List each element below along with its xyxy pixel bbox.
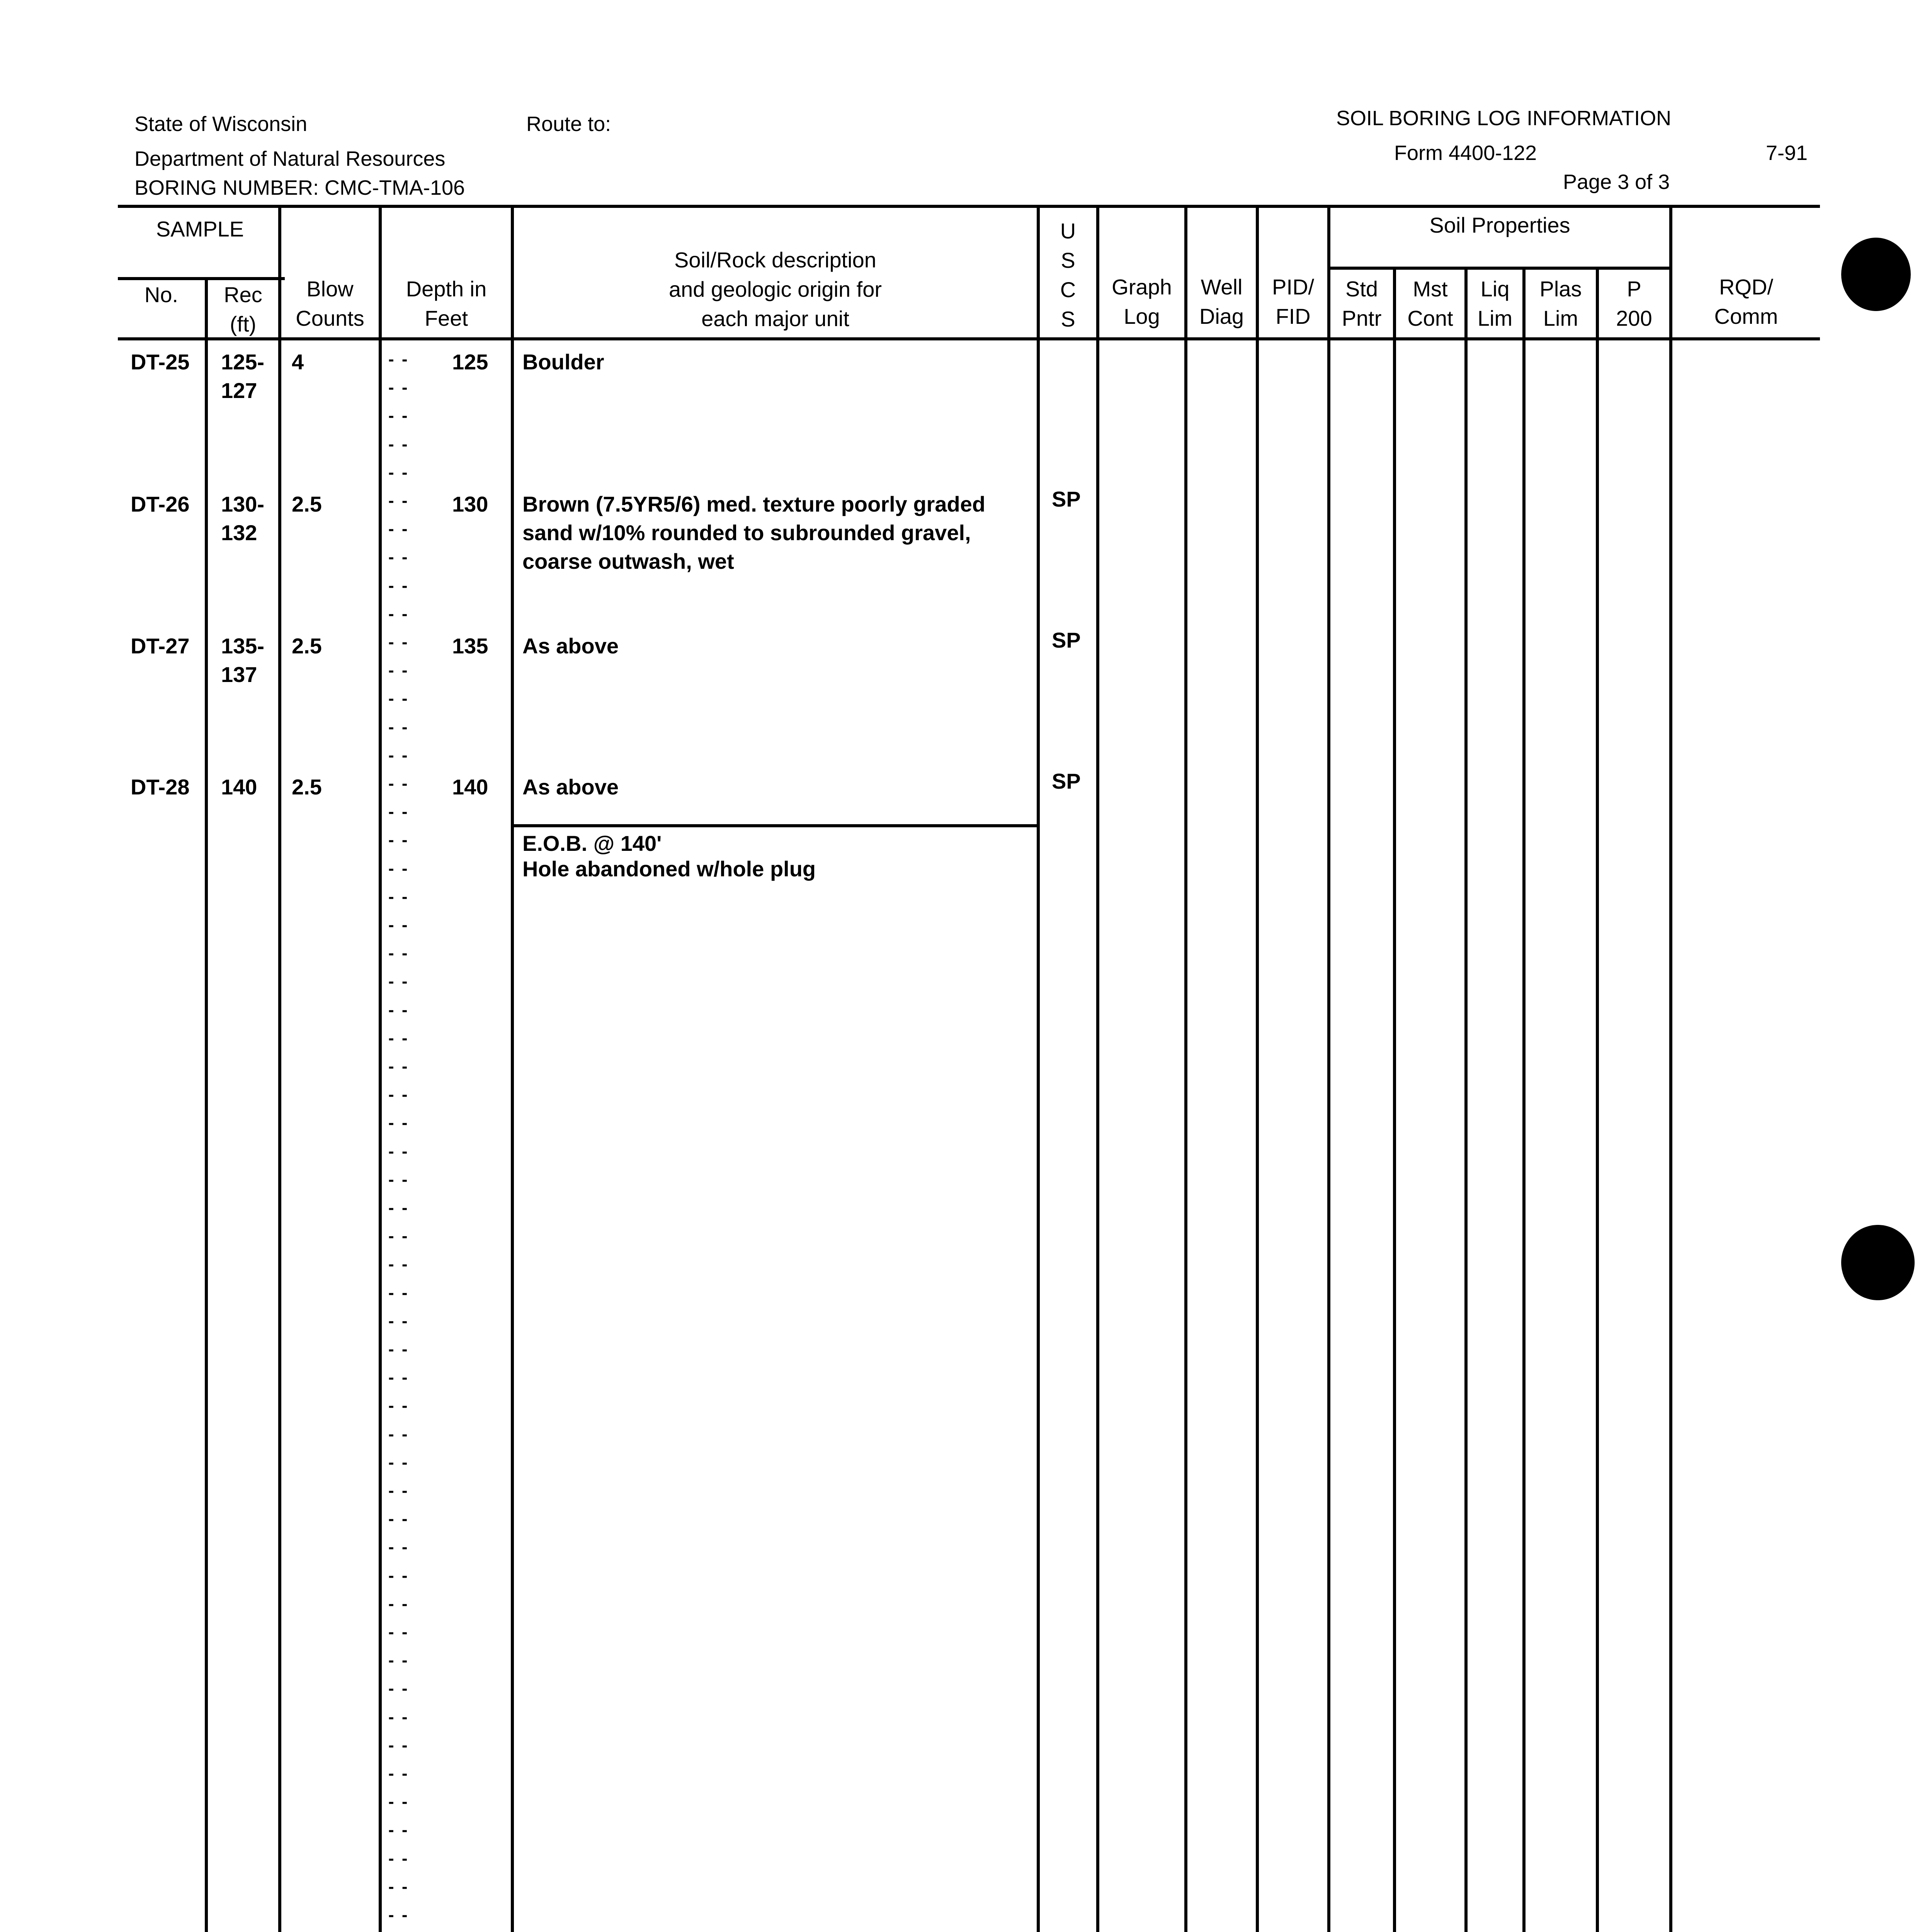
depth-tick: - - bbox=[388, 1905, 409, 1924]
depth-tick: - - bbox=[388, 1113, 409, 1132]
depth-tick: - - bbox=[388, 718, 409, 736]
depth-value: 130 bbox=[452, 492, 488, 516]
liq-lim-heading: Liq Lim bbox=[1477, 277, 1513, 330]
depth-tick: - - bbox=[388, 1198, 409, 1217]
sample-rec: 140 bbox=[221, 775, 257, 799]
sample-no: DT-25 bbox=[131, 350, 190, 374]
depth-tick: - - bbox=[388, 548, 409, 566]
depth-tick: - - bbox=[388, 1509, 409, 1528]
depth-tick: - - bbox=[388, 576, 409, 595]
depth-tick: - - bbox=[388, 774, 409, 793]
depth-tick: - - bbox=[388, 1622, 409, 1641]
depth-tick: - - bbox=[388, 1537, 409, 1556]
depth-tick: - - bbox=[388, 378, 409, 397]
depth-tick: - - bbox=[388, 661, 409, 680]
depth-tick: - - bbox=[388, 689, 409, 708]
depth-tick: - - bbox=[388, 1255, 409, 1274]
blow-count: 2.5 bbox=[292, 634, 322, 658]
depth-tick: - - bbox=[388, 1368, 409, 1387]
depth-tick: - - bbox=[388, 1566, 409, 1585]
depth-tick: - - bbox=[388, 406, 409, 425]
depth-tick: - - bbox=[388, 915, 409, 934]
depth-tick: - - bbox=[388, 519, 409, 538]
depth-tick: - - bbox=[388, 1820, 409, 1839]
depth-tick: - - bbox=[388, 859, 409, 878]
plas-lim-heading: Plas Lim bbox=[1539, 277, 1582, 330]
depth-tick: - - bbox=[388, 1594, 409, 1613]
depth-tick: - - bbox=[388, 1877, 409, 1896]
depth-tick: - - bbox=[388, 1085, 409, 1104]
sample-no: DT-26 bbox=[131, 492, 190, 516]
depth-tick: - - bbox=[388, 830, 409, 849]
sample-rec: 135- 137 bbox=[221, 634, 265, 687]
depth-tick: - - bbox=[388, 1340, 409, 1359]
blow-count: 4 bbox=[292, 350, 304, 374]
depth-tick: - - bbox=[388, 1170, 409, 1189]
department-label: Department of Natural Resources bbox=[134, 147, 446, 170]
depth-value: 135 bbox=[452, 634, 488, 658]
rqd-comm-heading: RQD/ Comm bbox=[1714, 275, 1778, 328]
depth-tick: - - bbox=[388, 350, 409, 369]
form-number: Form 4400-122 bbox=[1394, 141, 1537, 165]
depth-tick: - - bbox=[388, 1651, 409, 1670]
depth-tick: - - bbox=[388, 1792, 409, 1811]
uscs-value: SP bbox=[1052, 769, 1081, 793]
depth-value: 125 bbox=[452, 350, 488, 374]
depth-tick: - - bbox=[388, 491, 409, 510]
soil-description: Brown (7.5YR5/6) med. texture poorly graded sand w/10% rounded to subrounded gravel, coarse outwash, wet bbox=[522, 492, 986, 573]
depth-tick: - - bbox=[388, 944, 409, 963]
depth-tick: - - bbox=[388, 1142, 409, 1161]
end-of-boring-note: E.O.B. @ 140' Hole abandoned w/hole plug bbox=[522, 831, 816, 881]
depth-tick: - - bbox=[388, 1764, 409, 1783]
depth-heading: Depth in Feet bbox=[406, 277, 487, 330]
page-indicator: Page 3 of 3 bbox=[1563, 170, 1670, 194]
soil-description: As above bbox=[522, 775, 619, 799]
sample-no: DT-28 bbox=[131, 775, 190, 799]
depth-tick: - - bbox=[388, 1057, 409, 1076]
depth-tick: - - bbox=[388, 1481, 409, 1500]
depth-tick: - - bbox=[388, 435, 409, 454]
rec-heading: Rec (ft) bbox=[224, 282, 262, 336]
depth-tick: - - bbox=[388, 1029, 409, 1048]
depth-tick: - - bbox=[388, 746, 409, 765]
uscs-value: SP bbox=[1052, 487, 1081, 511]
sample-no: DT-27 bbox=[131, 634, 190, 658]
soil-description: As above bbox=[522, 634, 619, 658]
depth-tick: - - bbox=[388, 1453, 409, 1472]
uscs-heading: U S C S bbox=[1060, 219, 1076, 331]
depth-tick: - - bbox=[388, 887, 409, 906]
depth-value: 140 bbox=[452, 775, 488, 799]
mst-cont-heading: Mst Cont bbox=[1407, 277, 1453, 330]
depth-tick: - - bbox=[388, 1396, 409, 1415]
graph-log-heading: Graph Log bbox=[1112, 275, 1172, 328]
soil-description: Boulder bbox=[522, 350, 604, 374]
depth-tick: - - bbox=[388, 463, 409, 482]
no-heading: No. bbox=[144, 282, 179, 307]
depth-tick: - - bbox=[388, 1679, 409, 1698]
depth-tick: - - bbox=[388, 1226, 409, 1245]
well-diag-heading: Well Diag bbox=[1199, 275, 1244, 328]
pid-fid-heading: PID/ FID bbox=[1272, 275, 1314, 328]
depth-tick: - - bbox=[388, 1708, 409, 1726]
depth-tick: - - bbox=[388, 1311, 409, 1330]
std-pntr-heading: Std Pntr bbox=[1342, 277, 1382, 330]
depth-tick: - - bbox=[388, 604, 409, 623]
depth-tick: - - bbox=[388, 1849, 409, 1868]
depth-tick: - - bbox=[388, 633, 409, 651]
uscs-value: SP bbox=[1052, 628, 1081, 652]
boring-number: BORING NUMBER: CMC-TMA-106 bbox=[134, 176, 465, 199]
blow-counts-heading: Blow Counts bbox=[296, 277, 364, 330]
blow-count: 2.5 bbox=[292, 492, 322, 516]
soil-properties-heading: Soil Properties bbox=[1429, 213, 1570, 237]
p200-heading: P 200 bbox=[1616, 277, 1652, 330]
binder-hole-top bbox=[1841, 238, 1911, 311]
depth-tick: - - bbox=[388, 1283, 409, 1302]
sample-rec: 130- 132 bbox=[221, 492, 265, 545]
state-label: State of Wisconsin bbox=[134, 112, 308, 136]
blow-count: 2.5 bbox=[292, 775, 322, 799]
sample-rec: 125- 127 bbox=[221, 350, 265, 403]
binder-hole-middle bbox=[1841, 1225, 1915, 1300]
description-heading: Soil/Rock description and geologic origin for each major unit bbox=[668, 248, 882, 331]
depth-tick: - - bbox=[388, 802, 409, 821]
form-title: SOIL BORING LOG INFORMATION bbox=[1336, 107, 1672, 130]
depth-tick: - - bbox=[388, 1736, 409, 1755]
sample-heading: SAMPLE bbox=[156, 217, 244, 241]
route-to-label: Route to: bbox=[526, 112, 611, 136]
form-date: 7-91 bbox=[1766, 141, 1808, 165]
depth-tick: - - bbox=[388, 972, 409, 991]
depth-tick: - - bbox=[388, 1000, 409, 1019]
depth-tick: - - bbox=[388, 1425, 409, 1444]
